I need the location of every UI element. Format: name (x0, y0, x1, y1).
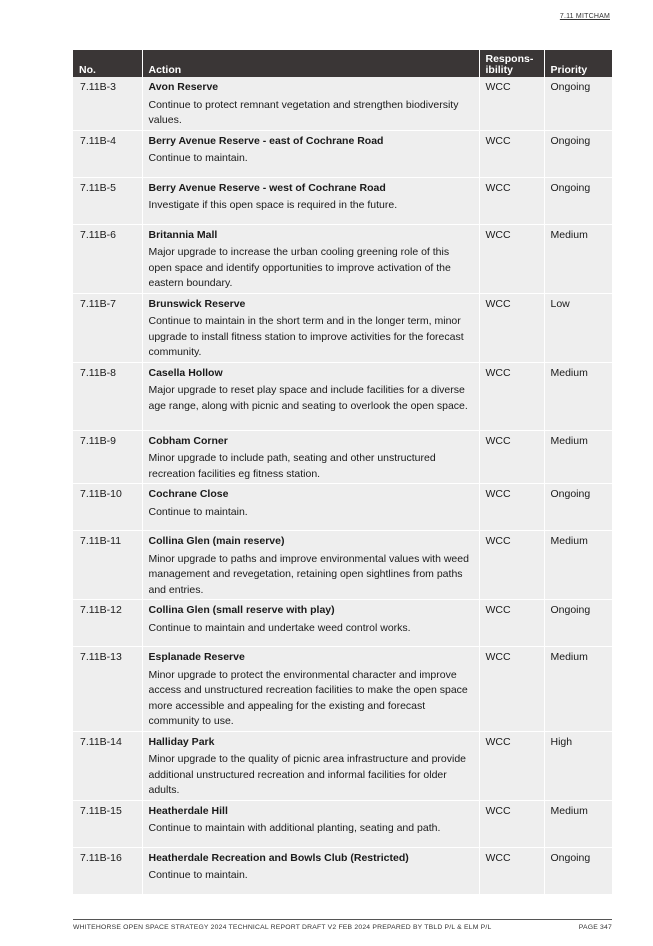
table-header-row (73, 50, 612, 77)
section-link[interactable]: 7.11 MITCHAM (559, 13, 610, 20)
action-title: Collina Glen (main reserve) (148, 535, 285, 547)
row-responsibility: WCC (479, 847, 544, 894)
page-footer (73, 919, 612, 931)
footer-text: WHITEHORSE OPEN SPACE STRATEGY 2024 TECHNICAL REPORT DRAFT V2 FEB 2024 PREPARED BY TBLD P/L & ELM P/L (73, 924, 492, 931)
action-description: Continue to maintain. (148, 869, 248, 881)
row-action (142, 531, 479, 600)
table-row (73, 531, 612, 600)
row-number: 7.11B-7 (73, 293, 142, 362)
column-header-responsibility: Respons- ibility (479, 50, 544, 77)
row-responsibility: WCC (479, 484, 544, 531)
row-priority: Medium (544, 531, 612, 600)
row-priority: Ongoing (544, 600, 612, 647)
action-description: Minor upgrade to protect the environmental character and improve access and unstructured recreation facilities to make the open space more accessible and appealing for the existing and forecast community to use. (148, 668, 468, 727)
row-responsibility: WCC (479, 531, 544, 600)
action-description: Minor upgrade to the quality of picnic area infrastructure and provide additional unstructured recreation and informal facilities for older adults. (148, 753, 467, 796)
actions-table (73, 50, 612, 895)
row-action (142, 77, 479, 130)
action-title: Heatherdale Recreation and Bowls Club (Restricted) (148, 851, 409, 864)
row-responsibility: WCC (479, 177, 544, 224)
row-action (142, 647, 479, 732)
row-action (142, 130, 479, 177)
action-title: Cobham Corner (148, 434, 228, 447)
table-row (73, 362, 612, 430)
action-title: Cochrane Close (148, 488, 229, 500)
action-title: Halliday Park (148, 735, 215, 748)
table-row (73, 177, 612, 224)
row-priority: Ongoing (544, 77, 612, 130)
action-title: Collina Glen (small reserve with play) (148, 604, 335, 616)
action-description: Continue to maintain. (148, 505, 248, 518)
table-row (73, 77, 612, 130)
table-row (73, 430, 612, 484)
row-number: 7.11B-10 (73, 484, 142, 531)
row-priority: Medium (544, 430, 612, 484)
row-action (142, 362, 479, 430)
row-number: 7.11B-12 (73, 600, 142, 647)
row-responsibility: WCC (479, 224, 544, 293)
row-action (142, 484, 479, 531)
row-priority: Medium (544, 800, 612, 847)
table-row (73, 731, 612, 800)
column-header-action: Action (142, 50, 479, 77)
row-number: 7.11B-14 (73, 731, 142, 800)
column-header-priority: Priority (544, 50, 612, 77)
row-action (142, 224, 479, 293)
row-number: 7.11B-15 (73, 800, 142, 847)
action-title: Esplanade Reserve (148, 651, 245, 663)
table-row (73, 224, 612, 293)
row-responsibility: WCC (479, 800, 544, 847)
row-action (142, 177, 479, 224)
action-description: Minor upgrade to include path, seating and other unstructured recreation facilities eg fitness station. (148, 452, 436, 480)
row-action (142, 847, 479, 894)
row-number: 7.11B-8 (73, 362, 142, 430)
row-priority: Ongoing (544, 847, 612, 894)
action-title: Casella Hollow (148, 366, 223, 379)
action-description: Investigate if this open space is required in the future. (148, 199, 398, 211)
action-description: Major upgrade to increase the urban cooling greening role of this open space and identify opportunities to improve activation of the eastern boundary. (148, 246, 451, 289)
page-number: PAGE 347 (578, 924, 612, 931)
action-description: Minor upgrade to paths and improve environmental values with weed management and revegetation, retaining open sightlines from paths and entries. (148, 552, 469, 596)
action-title: Heatherdale Hill (148, 804, 228, 817)
row-number: 7.11B-16 (73, 847, 142, 894)
table-row (73, 847, 612, 894)
action-description: Continue to maintain and undertake weed control works. (148, 621, 411, 634)
row-priority: Medium (544, 362, 612, 430)
row-number: 7.11B-9 (73, 430, 142, 484)
row-priority: Ongoing (544, 130, 612, 177)
row-number: 7.11B-13 (73, 647, 142, 732)
row-responsibility: WCC (479, 77, 544, 130)
table-row (73, 484, 612, 531)
table-row (73, 293, 612, 362)
row-responsibility: WCC (479, 293, 544, 362)
action-title: Brunswick Reserve (148, 297, 246, 310)
row-priority: Ongoing (544, 177, 612, 224)
row-priority: Medium (544, 647, 612, 732)
column-header-no: No. (73, 50, 142, 77)
row-priority: Medium (544, 224, 612, 293)
action-title: Britannia Mall (148, 228, 218, 241)
row-number: 7.11B-5 (73, 177, 142, 224)
row-action (142, 430, 479, 484)
row-priority: Ongoing (544, 484, 612, 531)
action-title: Berry Avenue Reserve - east of Cochrane Road (148, 134, 384, 147)
action-description: Continue to maintain in the short term and in the longer term, minor upgrade to install fitness station to improve activities for the forecast community. (148, 315, 464, 358)
table-row (73, 800, 612, 847)
action-description: Major upgrade to reset play space and include facilities for a diverse age range, along with picnic and seating to overlook the open space. (148, 384, 468, 412)
table-row (73, 647, 612, 732)
row-responsibility: WCC (479, 600, 544, 647)
action-description: Continue to protect remnant vegetation and strengthen biodiversity values. (148, 98, 459, 126)
row-number: 7.11B-6 (73, 224, 142, 293)
row-responsibility: WCC (479, 430, 544, 484)
row-action (142, 731, 479, 800)
table-row (73, 130, 612, 177)
table-row (73, 600, 612, 647)
row-priority: Low (544, 293, 612, 362)
row-responsibility: WCC (479, 647, 544, 732)
row-responsibility: WCC (479, 362, 544, 430)
row-responsibility: WCC (479, 731, 544, 800)
row-number: 7.11B-3 (73, 77, 142, 130)
action-description: Continue to maintain. (148, 152, 248, 164)
row-priority: High (544, 731, 612, 800)
action-title: Berry Avenue Reserve - west of Cochrane Road (148, 181, 386, 194)
action-description: Continue to maintain with additional planting, seating and path. (148, 822, 441, 834)
row-number: 7.11B-4 (73, 130, 142, 177)
row-action (142, 293, 479, 362)
row-responsibility: WCC (479, 130, 544, 177)
row-number: 7.11B-11 (73, 531, 142, 600)
action-title: Avon Reserve (148, 81, 219, 93)
row-action (142, 600, 479, 647)
row-action (142, 800, 479, 847)
